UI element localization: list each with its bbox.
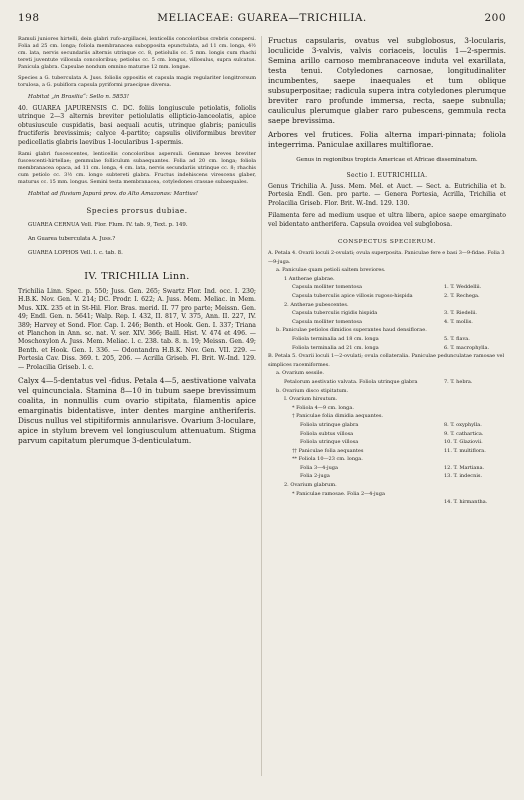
habitat-line: Habitat ad fluvium Japurá prov. do Alto Amazonas: Martius! bbox=[28, 191, 198, 198]
key-row bbox=[268, 498, 506, 507]
key-lead: * Foliola 4—9 cm. longa. bbox=[292, 404, 354, 411]
key-species: 4. T. mollis. bbox=[444, 318, 473, 325]
key-row bbox=[268, 266, 506, 275]
species-description: 40. GUAREA JAPURENSIS C. DC. foliis longiuscule petiolatis, foliolis utrinque 2—3 alternis breviter petiolulatis ellipticio-lanceolatis, apice obtusiuscule cuspidatis, basi aequali acutis, utrinque glabris; paniculis fructiferis brevissimis; calyce 4-partito; capsulis oliviformibus breviter pedicellatis glabris laevibus 1-locularibus 1-spermis. bbox=[18, 105, 256, 146]
page-header bbox=[18, 12, 506, 26]
key-species: 8. T. oxyphylla. bbox=[444, 421, 482, 428]
synonymy: Trichilia Linn. Spec. p. 550; Juss. Gen. 265; Swartz Flor. Ind. occ. I. 230; H.B.K. Nov. Gen. V. 214; DC. Prodr. I. 622; A. Juss. Mem. Meliac. in Mem. Mus. XIX. 235 et in St-Hil. Flor. Bras. merid. II. 77 pro parte; Meissn. Gen. 49; Endl. Gen. n. 5641; Walp. Rep. I. 432, II. 817, V. 375, Ann. II. 227, IV. 389; Harvey et Sond. Flor. Cap. I. 246; Benth. et Hook. Gen. I. 337; Triana et Planchon in Ann. sc. nat. V. ser. XIV. 366; Baill. Hist. V. 474 et 496. — Moschoxylon A. Juss. Mem. Meliac. l. c. 238. tab. 8. n. 19; Meissn. Gen. 49; Benth. et Hook. Gen. I. 336. — Odontandra H.B.K. Nov. Gen. VII. 229. — Portesia Cav. Diss. 369. t. 205, 206. — Acrilla Griseb. Fl. Brit. W.-Ind. 129. — Prolacilia Griseb. l. c. bbox=[18, 288, 256, 371]
key-lead: ** Foliola 10—23 cm. longa. bbox=[292, 456, 363, 463]
key-species: 3. T. Riedelii. bbox=[444, 310, 478, 317]
key-row bbox=[268, 455, 506, 464]
distribution: Genus in regionibus tropicis Americae et Africae disseminatum. bbox=[296, 157, 478, 163]
key-row bbox=[268, 344, 506, 353]
running-title: MELIACEAE: GUAREA—TRICHILIA. bbox=[157, 12, 367, 24]
key-lead: 1 Antherae glabrae. bbox=[284, 275, 335, 282]
key-species: 5. T. flava. bbox=[444, 335, 470, 342]
key-row bbox=[268, 490, 506, 499]
genus-description: Arbores vel frutices. Folia alterna impari-pinnata; foliola integerrima. Paniculae axillares multiflorae. bbox=[268, 130, 506, 149]
key-row bbox=[268, 292, 506, 301]
key-lead: Foliola terminalia ad 21 cm. longa bbox=[292, 344, 379, 351]
left-column bbox=[18, 36, 256, 786]
dubious-species: GUAREA LOPHOS Vell. l. c. tab. 8. bbox=[28, 250, 123, 257]
key-row bbox=[268, 369, 506, 378]
section-title: Sectio I. EUTRICHILIA. bbox=[346, 172, 428, 179]
key-lead: a. Ovarium sessile. bbox=[276, 370, 325, 377]
key-lead: Folia 2-juga bbox=[300, 473, 330, 480]
page-number-right: 200 bbox=[484, 12, 506, 24]
column-divider bbox=[261, 36, 262, 776]
key-lead: Folia 3—4-juga bbox=[300, 464, 338, 471]
key-row bbox=[268, 378, 506, 387]
key-species: 7. T. hebra. bbox=[444, 378, 473, 385]
key-lead: Foliola subtus villosa bbox=[300, 430, 354, 437]
key-row bbox=[268, 412, 506, 421]
page-number-left: 198 bbox=[18, 12, 40, 24]
key-species: 6. T. macrophylla. bbox=[444, 344, 490, 351]
key-row bbox=[268, 283, 506, 292]
paragraph: Species a G. tuberculata A. Juss. foliolis oppositis et capsula magis regulariter longitrorsum torulosa, a G. pubiflora capsula pyriformi praecipue diversa. bbox=[18, 75, 256, 88]
key-lead: Foliola terminalia ad 18 cm. longa bbox=[292, 335, 379, 342]
key-lead: B. Petala 5. Ovarii loculi 1—2-ovulati; ovula collateralia. Paniculae pedunculatae ramosae vel simplices racemiformes. bbox=[268, 353, 505, 368]
key-lead: a. Paniculae quam petioli saltem breviores. bbox=[276, 267, 386, 274]
key-row bbox=[268, 472, 506, 481]
key-species: 10. T. Glaziovii. bbox=[444, 439, 483, 446]
key-lead: Capsula tuberculis rigidis hispida bbox=[292, 310, 378, 317]
genus-description: Fructus capsularis, ovatus vel subglobosus, 3-locularis, loculicide 3-valvis, valvis coriaceis, loculis 1—2-spermis. Semina arillo carnoso membranaceove induta vel exarillata, testa tenui. Cotyledones carnosae, longitudinaliter incumbentes, saepe inaequales et tum oblique subsuperpositae; radicula supera intra cotyledones plerumque breviter raro profunde immersa, recta, saepe subnulla; cauliculus plerumque glaber raro pubescens, gemmula recta saepe brevissima. bbox=[268, 36, 506, 125]
genus-title: IV. TRICHILIA Linn. bbox=[84, 271, 190, 283]
key-row bbox=[268, 481, 506, 490]
key-lead: Capsula molliter tomentosa bbox=[292, 318, 362, 325]
key-lead: Capsula molliter tomentosa bbox=[292, 284, 362, 291]
key-lead: 2. Antherae pubescentes. bbox=[284, 301, 349, 308]
key-species: 2. T. Rechega. bbox=[444, 293, 480, 299]
paragraph: Filamenta fere ad medium usque et ultra libera, apice saepe emarginato vel bidentato antherifera. Capsula ovoidea vel subglobosa. bbox=[268, 212, 506, 228]
key-lead: Capsula tuberculis apice villosis rugoso-hispida bbox=[292, 293, 413, 299]
key-lead: A. Petala 4. Ovarii loculi 2-ovulati; ovula superposita. Paniculae fere e basi 3—9-fidae. Folia 3—9-juga. bbox=[268, 250, 505, 265]
key-row bbox=[268, 387, 506, 396]
key-row bbox=[268, 464, 506, 473]
key-row bbox=[268, 421, 506, 430]
key-lead: Foliola utrinque glabra bbox=[300, 421, 359, 428]
key-row bbox=[268, 301, 506, 310]
key-row bbox=[268, 447, 506, 456]
conspectus-title: CONSPECTUS SPECIERUM. bbox=[337, 239, 437, 246]
key-species: 1. T. Weddellii. bbox=[444, 284, 482, 291]
key-row bbox=[268, 275, 506, 284]
genus-description: Calyx 4—5-dentatus vel -fidus. Petala 4—5, aestivatione valvata vel quincunciala. Stamina 8—10 in tubum saepe brevissimum coalita, in nonnullis cum ovario stipitata, filamentis apice emarginatis bidentatisve, inter dentes margine antheriferis. Discus nullus vel stipitiformis annularisve. Ovarium 3-loculare, apice in stylum brevem vel longiusculum attenuatum. Stigma parvum capitatum plerumque 3-denticulatum. bbox=[18, 376, 256, 446]
key-lead: 2. Ovarium glabrum. bbox=[284, 482, 337, 489]
key-row bbox=[268, 318, 506, 327]
key-lead: b. Ovarium disco stipitatum. bbox=[276, 387, 349, 394]
key-lead: * Paniculae ramosae. Folia 2—4-juga bbox=[292, 490, 385, 497]
key-lead: Foliola utrinque villosa bbox=[300, 439, 359, 446]
key-row bbox=[268, 404, 506, 413]
key-lead: I. Ovarium hirsutum. bbox=[284, 396, 338, 403]
key-species: 14. T. hirmantha. bbox=[444, 499, 488, 506]
key-row bbox=[268, 395, 506, 404]
key-species: 13. T. indecnis. bbox=[444, 473, 483, 480]
dubious-species: An Guarea tuberculata A. Juss.? bbox=[28, 236, 116, 243]
key-row bbox=[268, 309, 506, 318]
dubious-species: GUAREA CERNUA Vell. Flor. Flum. IV. tab. 9, Text. p. 149. bbox=[28, 222, 188, 229]
key-lead: Petalorum aestivatio valvata. Foliola utrinque glabra bbox=[284, 378, 418, 385]
key-species: 11. T. multiflora. bbox=[444, 447, 486, 454]
key-lead: †† Paniculae folia aequantes bbox=[292, 447, 364, 454]
key-lead: † Paniculae folia dimidia aequantes. bbox=[292, 413, 384, 420]
species-key bbox=[268, 249, 506, 507]
key-row bbox=[268, 352, 506, 369]
key-species: 9. T. catharticа. bbox=[444, 430, 484, 437]
paragraph: Genus Trichilia A. Juss. Mem. Mel. et Auct. — Sect. a. Eutrichilia et b. Portesia Endl. Gen. pro parte. — Genera Portesia, Acrilla, Trichilia et Prolacilia Griseb. Flor. Brit. W.-Ind. 129. 130. bbox=[268, 183, 506, 207]
right-column bbox=[268, 36, 506, 786]
key-row bbox=[268, 326, 506, 335]
key-row bbox=[268, 438, 506, 447]
section-title: Species prorsus dubiae. bbox=[86, 206, 188, 216]
key-row bbox=[268, 430, 506, 439]
key-lead: b. Paniculae petiolos dimidios superantes haud densiflorae. bbox=[276, 327, 427, 334]
paragraph: Rami glabri fuscescentes, lenticellis concoloribus aspersuli. Gemmae breves breviter fuscescenti-hirtellae; gemmulae folliculum subaequantes. Folia ad 20 cm. longa; foliola membranacea opaca, ad 11 cm. longa, 4 cm. lata, nervis secundariis utrinque cc. 8; rhachis cum petiolo cc. 3½ cm. longo subtereti glabra. Fructus indehiscens virescens glaber, maturus cc. 15 mm. longus. Semini testa membranacea, cotyledones crassae subaequales. bbox=[18, 151, 256, 186]
key-row bbox=[268, 335, 506, 344]
key-row bbox=[268, 249, 506, 266]
habitat-line: Habitat „in Brasilia“: Sello n. 5853! bbox=[28, 94, 129, 100]
paragraph: Ramuli juniores hirtelli, dein glabri rufo-argillacei, lenticellis concoloribus crebris conspersi. Folia ad 25 cm. longa; foliola membranacea subopposita epunctulata, ad 11 cm. longa, 4½ cm. lata, nervis secundariis alternis utrinque cc. 8, petiolulis cc. 5 mm. longis cum rhachi tereti juventute villosula concoloribus; petiolus cc. 5 cm. longus, villosulus, supra sulcatus. Panicula glabra. Capsulae nondum omnino maturae 12 mm. longae. bbox=[18, 36, 256, 70]
key-species: 12. T. Martiana. bbox=[444, 464, 485, 471]
